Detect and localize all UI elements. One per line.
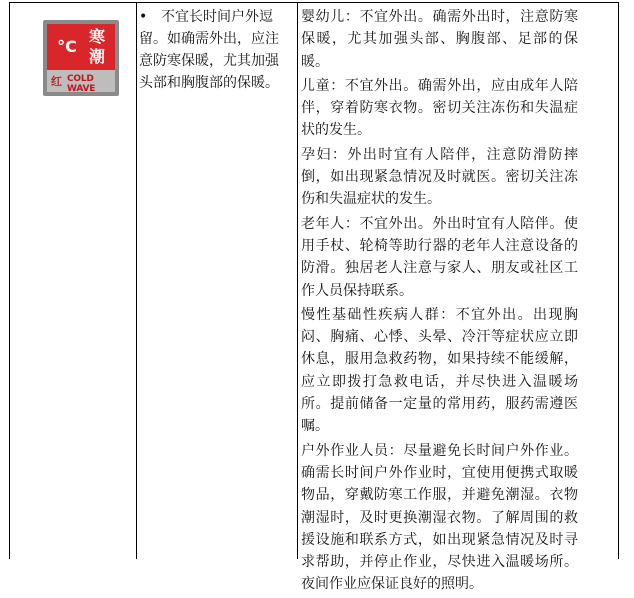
badge-title-top: 寒 — [88, 27, 105, 46]
group-elderly: 老年人：不宜外出。外出时宜有人陪伴。使用手杖、轮椅等助行器的老年人注意设备的防滑。独居老人注意与家人、朋友或社区工作人员保持联系。 — [301, 215, 578, 299]
badge-panel — [47, 24, 115, 92]
thermometer-icon: °C — [57, 37, 77, 56]
group-advice-cell — [301, 6, 578, 598]
group-children: 儿童：不宜外出。确需外出，应由成年人陪伴，穿着防寒衣物。密切关注冻伤和失温症状的发生。 — [301, 77, 578, 139]
column-divider — [297, 3, 298, 559]
bullet-icon: • — [139, 9, 148, 25]
general-advice-cell — [139, 6, 287, 94]
group-pregnant: 孕妇：外出时宜有人陪伴，注意防滑防摔倒，如出现紧急情况及时就医。密切关注冻伤和失温症状的发生。 — [301, 146, 578, 208]
badge-band — [47, 70, 115, 92]
badge-english-label: COLD WAVE — [67, 74, 96, 94]
group-chronic-disease: 慢性基础性疾病人群：不宜外出。出现胸闷、胸痛、心悸、头晕、冷汗等症状应立即休息，服用急救药物，如果持续不能缓解，应立即拨打急救电话，并尽快进入温暖场所。提前储备一定量的常用药，服药需遵医嘱。 — [301, 306, 578, 435]
badge-header — [47, 24, 115, 70]
column-divider — [136, 3, 137, 559]
group-infant: 婴幼儿：不宜外出。确需外出时，注意防寒保暖，尤其加强头部、胸腹部、足部的保暖。 — [301, 9, 578, 70]
badge-level: 红 — [51, 75, 62, 88]
general-advice-text: 不宜长时间户外逗留。如确需外出，应注意防寒保暖，尤其加强头部和胸腹部的保暖。 — [139, 9, 279, 91]
badge-title-bottom: 潮 — [88, 47, 105, 66]
cold-wave-warning-badge — [43, 20, 119, 96]
group-outdoor-workers: 户外作业人员：尽量避免长时间户外作业。确需长时间户外作业时，宜使用便携式取暖物品，穿戴防寒工作服，并避免潮湿。衣物潮湿时，及时更换潮湿衣物。了解周围的救援设施和联系方式，如出现紧急情况及时寻求帮助，并停止作业，尽快进入温暖场所。夜间作业应保证良好的照明。 — [301, 442, 578, 593]
